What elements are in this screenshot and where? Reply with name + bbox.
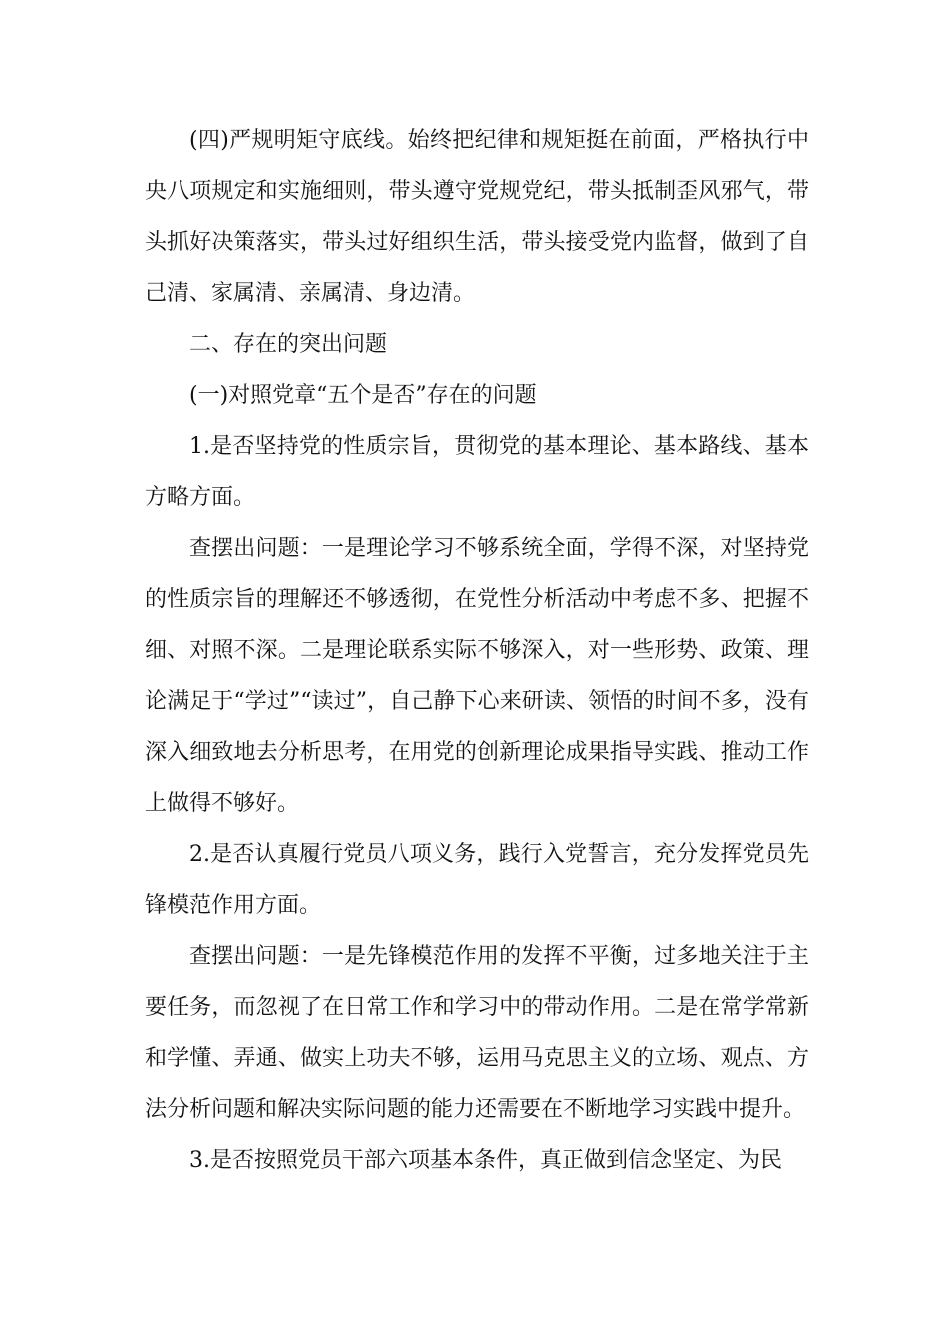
item-3-heading: 3.是否按照党员干部六项基本条件，真正做到信念坚定、为民 [189, 1148, 782, 1173]
subsection-heading-five-checks: (一)对照党章“五个是否”存在的问题 [189, 383, 537, 408]
document-body [145, 115, 809, 1186]
item-2-heading: 2.是否认真履行党员八项义务，践行入党誓言，充分发挥党员先锋模范作用方面。 [145, 842, 809, 918]
item-2-findings: 查摆出问题：一是先锋模范作用的发挥不平衡，过多地关注于主要任务，而忽视了在日常工作和学习中的带动作用。二是在常学常新和学懂、弄通、做实上功夫不够，运用马克思主义的立场、观点、方法分析问题和解决实际问题的能力还需要在不断地学习实践中提升。 [145, 944, 809, 1122]
item-1-heading: 1.是否坚持党的性质宗旨，贯彻党的基本理论、基本路线、基本方略方面。 [145, 434, 809, 510]
item-1-findings: 查摆出问题：一是理论学习不够系统全面，学得不深，对坚持党的性质宗旨的理解还不够透彻，在党性分析活动中考虑不多、把握不细、对照不深。二是理论联系实际不够深入，对一些形势、政策、理论满足于“学过”“读过”，自己静下心来研读、领悟的时间不多，没有深入细致地去分析思考，在用党的创新理论成果指导实践、推动工作上做得不够好。 [145, 536, 809, 816]
paragraph-discipline: (四)严规明矩守底线。始终把纪律和规矩挺在前面，严格执行中央八项规定和实施细则，带头遵守党规党纪，带头抵制歪风邪气，带头抓好决策落实，带头过好组织生活，带头接受党内监督，做到了自己清、家属清、亲属清、身边清。 [145, 128, 809, 306]
section-heading-problems: 二、存在的突出问题 [189, 332, 388, 357]
